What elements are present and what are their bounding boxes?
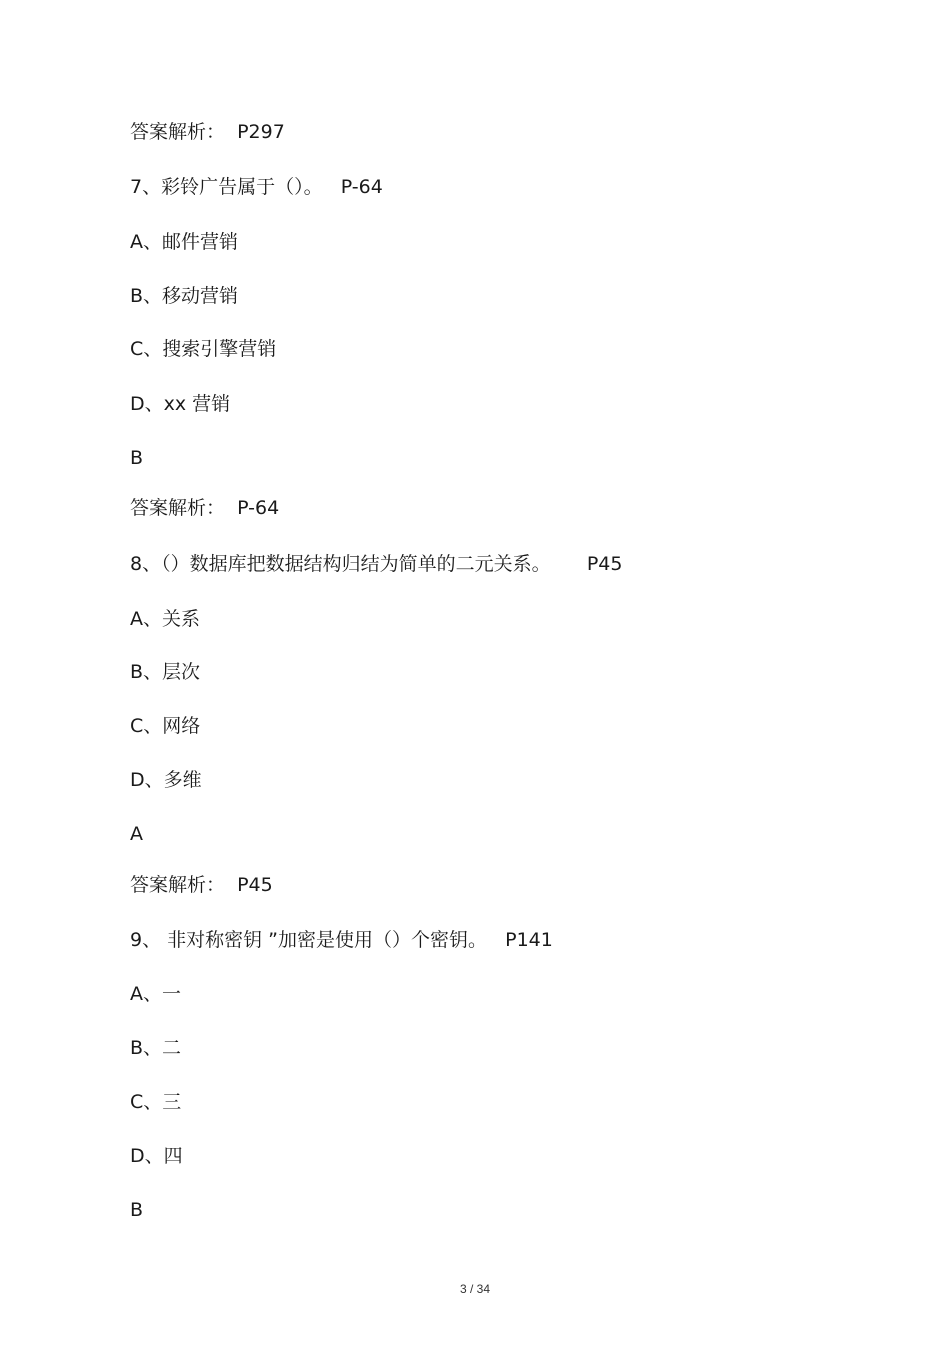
question-9-option-a: A、一 bbox=[130, 983, 181, 1005]
question-7-option-b: B、移动营销 bbox=[130, 285, 239, 307]
page-number: 3 / 34 bbox=[459, 1282, 491, 1296]
question-7-explanation: 答案解析： P-64 bbox=[130, 497, 280, 519]
question-9-option-b: B、二 bbox=[130, 1037, 182, 1059]
answer-explanation-line: 答案解析： P297 bbox=[130, 121, 285, 143]
question-8-stem: 8、（）数据库把数据结构归结为简单的二元关系。 P45 bbox=[130, 553, 623, 575]
question-8-option-c: C、网络 bbox=[130, 715, 201, 737]
question-9-option-c: C、三 bbox=[130, 1091, 182, 1113]
question-8-option-a: A、关系 bbox=[130, 608, 200, 630]
question-7-option-d: D、xx 营销 bbox=[130, 393, 231, 415]
question-8-option-d: D、多维 bbox=[130, 769, 202, 791]
question-8-option-b: B、层次 bbox=[130, 661, 201, 683]
question-9-stem: 9、 非对称密钥 ”加密是使用（）个密钥。 P141 bbox=[130, 929, 553, 951]
question-7-option-a: A、邮件营销 bbox=[130, 231, 238, 253]
question-7-stem: 7、彩铃广告属于（）。 P-64 bbox=[130, 176, 383, 198]
question-7-answer: B bbox=[130, 447, 144, 469]
question-8-answer: A bbox=[130, 823, 143, 845]
question-9-option-d: D、四 bbox=[130, 1145, 183, 1167]
question-9-answer: B bbox=[130, 1199, 144, 1221]
question-7-option-c: C、搜索引擎营销 bbox=[130, 338, 277, 360]
question-8-explanation: 答案解析： P45 bbox=[130, 874, 273, 896]
